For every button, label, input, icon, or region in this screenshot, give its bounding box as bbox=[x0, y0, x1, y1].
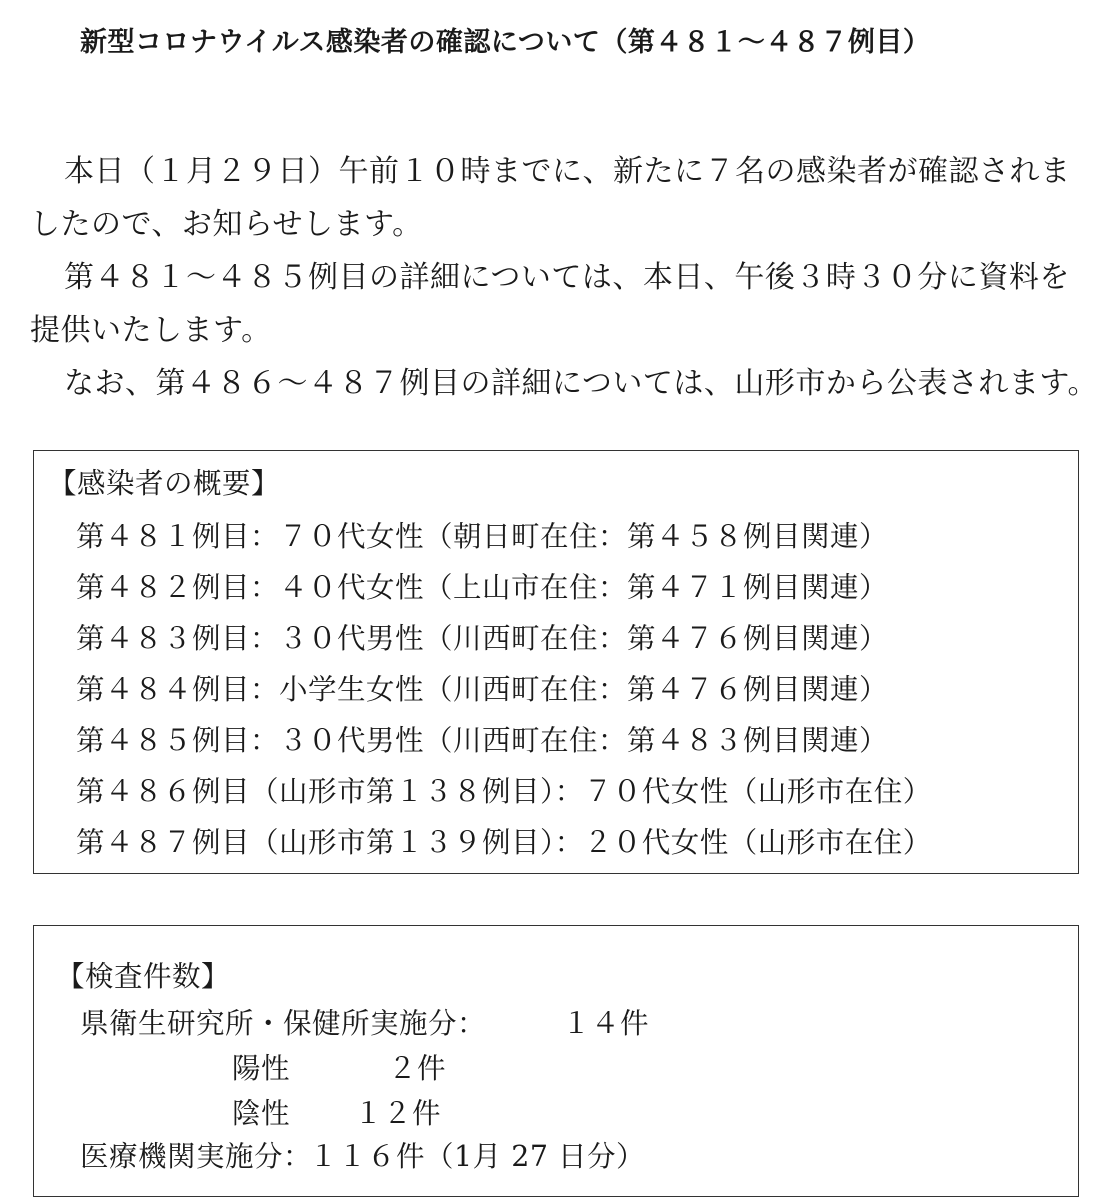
case-item: 第４８５例目：３０代男性（川西町在住：第４８３例目関連） bbox=[76, 724, 889, 757]
case-item: 第４８４例目：小学生女性（川西町在住：第４７６例目関連） bbox=[76, 673, 889, 706]
positive-label: 陽性 bbox=[232, 1052, 291, 1085]
negative-label: 陰性 bbox=[232, 1097, 291, 1130]
negative-count: １２件 bbox=[354, 1097, 442, 1130]
paragraph-line: なお、第４８６～４８７例目の詳細については、山形市から公表されます。 bbox=[64, 366, 1098, 401]
case-item: 第４８３例目：３０代男性（川西町在住：第４７６例目関連） bbox=[76, 622, 889, 655]
positive-count: ２件 bbox=[388, 1052, 447, 1085]
test-count-box bbox=[33, 925, 1079, 1197]
paragraph-line: したので、お知らせします。 bbox=[30, 207, 423, 242]
case-summary-heading: 【感染者の概要】 bbox=[48, 467, 281, 500]
prefectural-tests-count: １４件 bbox=[562, 1007, 650, 1040]
paragraph-line: 本日（１月２９日）午前１０時までに、新たに７名の感染者が確認されま bbox=[64, 154, 1071, 189]
case-item: 第４８２例目：４０代女性（上山市在住：第４７１例目関連） bbox=[76, 571, 889, 604]
paragraph-line: 提供いたします。 bbox=[30, 313, 272, 348]
case-item: 第４８６例目（山形市第１３８例目）：７０代女性（山形市在住） bbox=[76, 775, 932, 808]
case-summary-box bbox=[33, 450, 1079, 874]
case-item: 第４８１例目：７０代女性（朝日町在住：第４５８例目関連） bbox=[76, 520, 889, 553]
case-item: 第４８７例目（山形市第１３９例目）：２０代女性（山形市在住） bbox=[76, 826, 932, 859]
test-count-heading: 【検査件数】 bbox=[56, 960, 231, 993]
paragraph-line: 第４８１～４８５例目の詳細については、本日、午後３時３０分に資料を bbox=[64, 260, 1070, 295]
medical-tests-count: １１６件（1月 27 日分） bbox=[309, 1140, 646, 1173]
document-title: 新型コロナウイルス感染者の確認について（第４８１～４８７例目） bbox=[80, 27, 931, 58]
medical-tests-label: 医療機関実施分： bbox=[80, 1140, 313, 1173]
prefectural-tests-label: 県衛生研究所・保健所実施分： bbox=[80, 1007, 487, 1040]
